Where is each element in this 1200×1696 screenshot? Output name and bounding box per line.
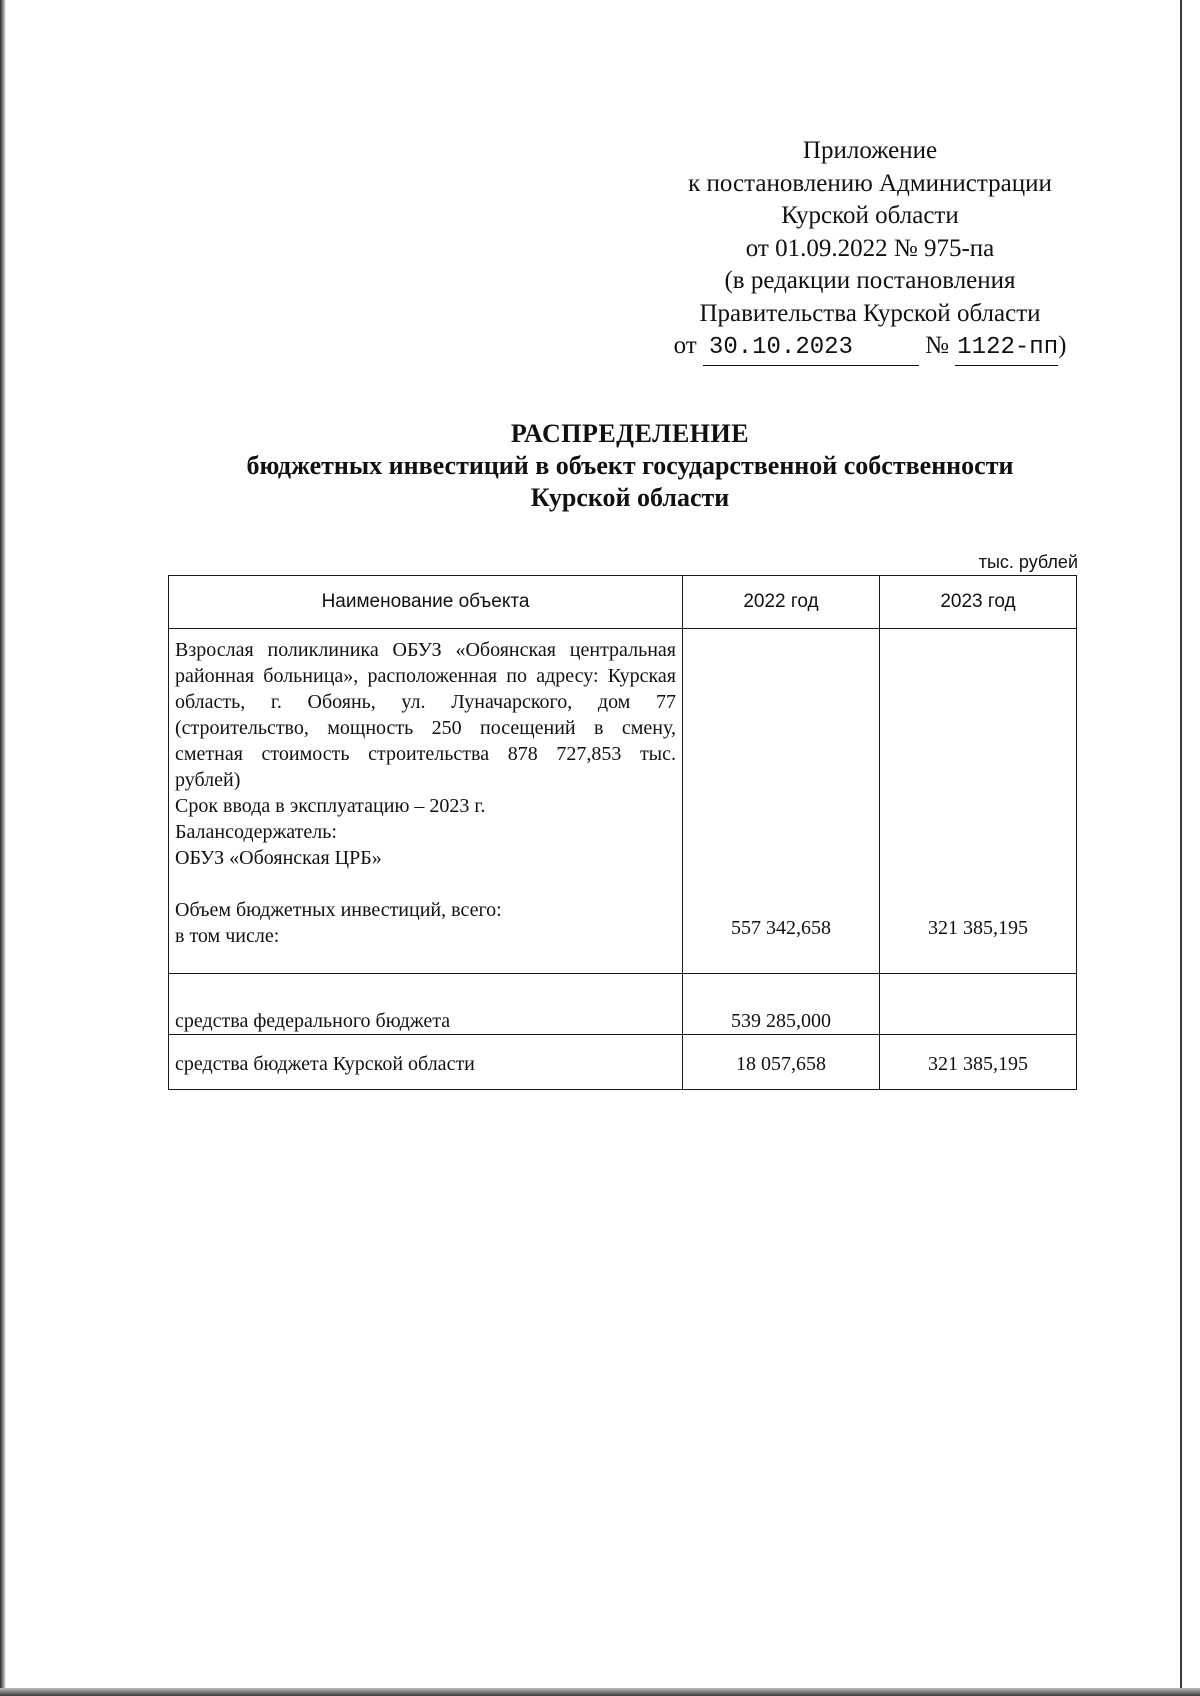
spacer (886, 629, 1070, 915)
budget-table (168, 575, 1077, 1090)
spacer (689, 629, 873, 915)
appendix-line: к постановлению Администрации (688, 169, 1052, 197)
regional-label: средства бюджета Курской области (169, 1035, 683, 1090)
header-year-2023: 2023 год (880, 576, 1077, 629)
number-prefix: № (925, 332, 950, 359)
appendix-line: (в редакции постановления (724, 267, 1016, 294)
scan-edge-bottom (0, 1688, 1200, 1696)
document-title (150, 418, 1110, 514)
regional-2022-value: 18 057,658 (683, 1035, 880, 1090)
table-row (169, 974, 1077, 1035)
object-cell (169, 629, 683, 974)
balance-holder-label: Балансодержатель: (175, 821, 337, 843)
federal-2022-value: 539 285,000 (683, 974, 880, 1035)
table-row (169, 629, 1077, 974)
commissioning-term: Срок ввода в эксплуатацию – 2023 г. (175, 795, 486, 817)
regional-2023-value: 321 385,195 (880, 1035, 1077, 1090)
appendix-line: Правительства Курской области (699, 299, 1041, 327)
scan-edge-right (1180, 0, 1182, 1696)
date-prefix: от (673, 332, 697, 359)
amendment-date: 30.10.2023 (703, 332, 919, 366)
appendix-block (640, 135, 1100, 366)
title-line: бюджетных инвестиций в объект государственной собственности (246, 451, 1014, 480)
total-2023-value: 321 385,195 (928, 917, 1028, 939)
header-year-2022: 2022 год (683, 576, 880, 629)
amendment-line (640, 330, 1100, 366)
appendix-line: Приложение (802, 137, 938, 164)
appendix-line: Курской области (781, 202, 959, 229)
total-2022-value: 557 342,658 (731, 917, 831, 939)
table-row (169, 1035, 1077, 1090)
total-2022-cell (683, 629, 880, 974)
total-investment-label: Объем бюджетных инвестиций, всего: (175, 899, 502, 921)
object-description: Взрослая поликлиника ОБУЗ «Обоянская центральная районная больница», расположенная по адресу: Курская область, г. Обоянь, ул. Луначарского, дом 77 (строительство, мощность 250 посещений в смену, сметная стоимость строительства 878 727,853 тыс. рублей) (175, 639, 676, 791)
title-heading: РАСПРЕДЕЛЕНИЕ (510, 419, 750, 448)
including-label: в том числе: (175, 925, 280, 947)
federal-2023-value (880, 974, 1077, 1035)
scan-edge-left (0, 0, 6, 1696)
title-line: Курской области (530, 483, 730, 512)
appendix-line: от 01.09.2022 № 975-па (745, 234, 995, 262)
federal-label: средства федерального бюджета (169, 974, 683, 1035)
balance-holder-name: ОБУЗ «Обоянская ЦРБ» (175, 847, 382, 869)
closing-paren: ) (1058, 332, 1067, 359)
header-object-name: Наименование объекта (169, 576, 683, 629)
total-2023-cell (880, 629, 1077, 974)
amendment-number: 1122-пп (955, 332, 1058, 366)
units-label: тыс. рублей (978, 552, 1078, 572)
table-header-row (169, 576, 1077, 629)
